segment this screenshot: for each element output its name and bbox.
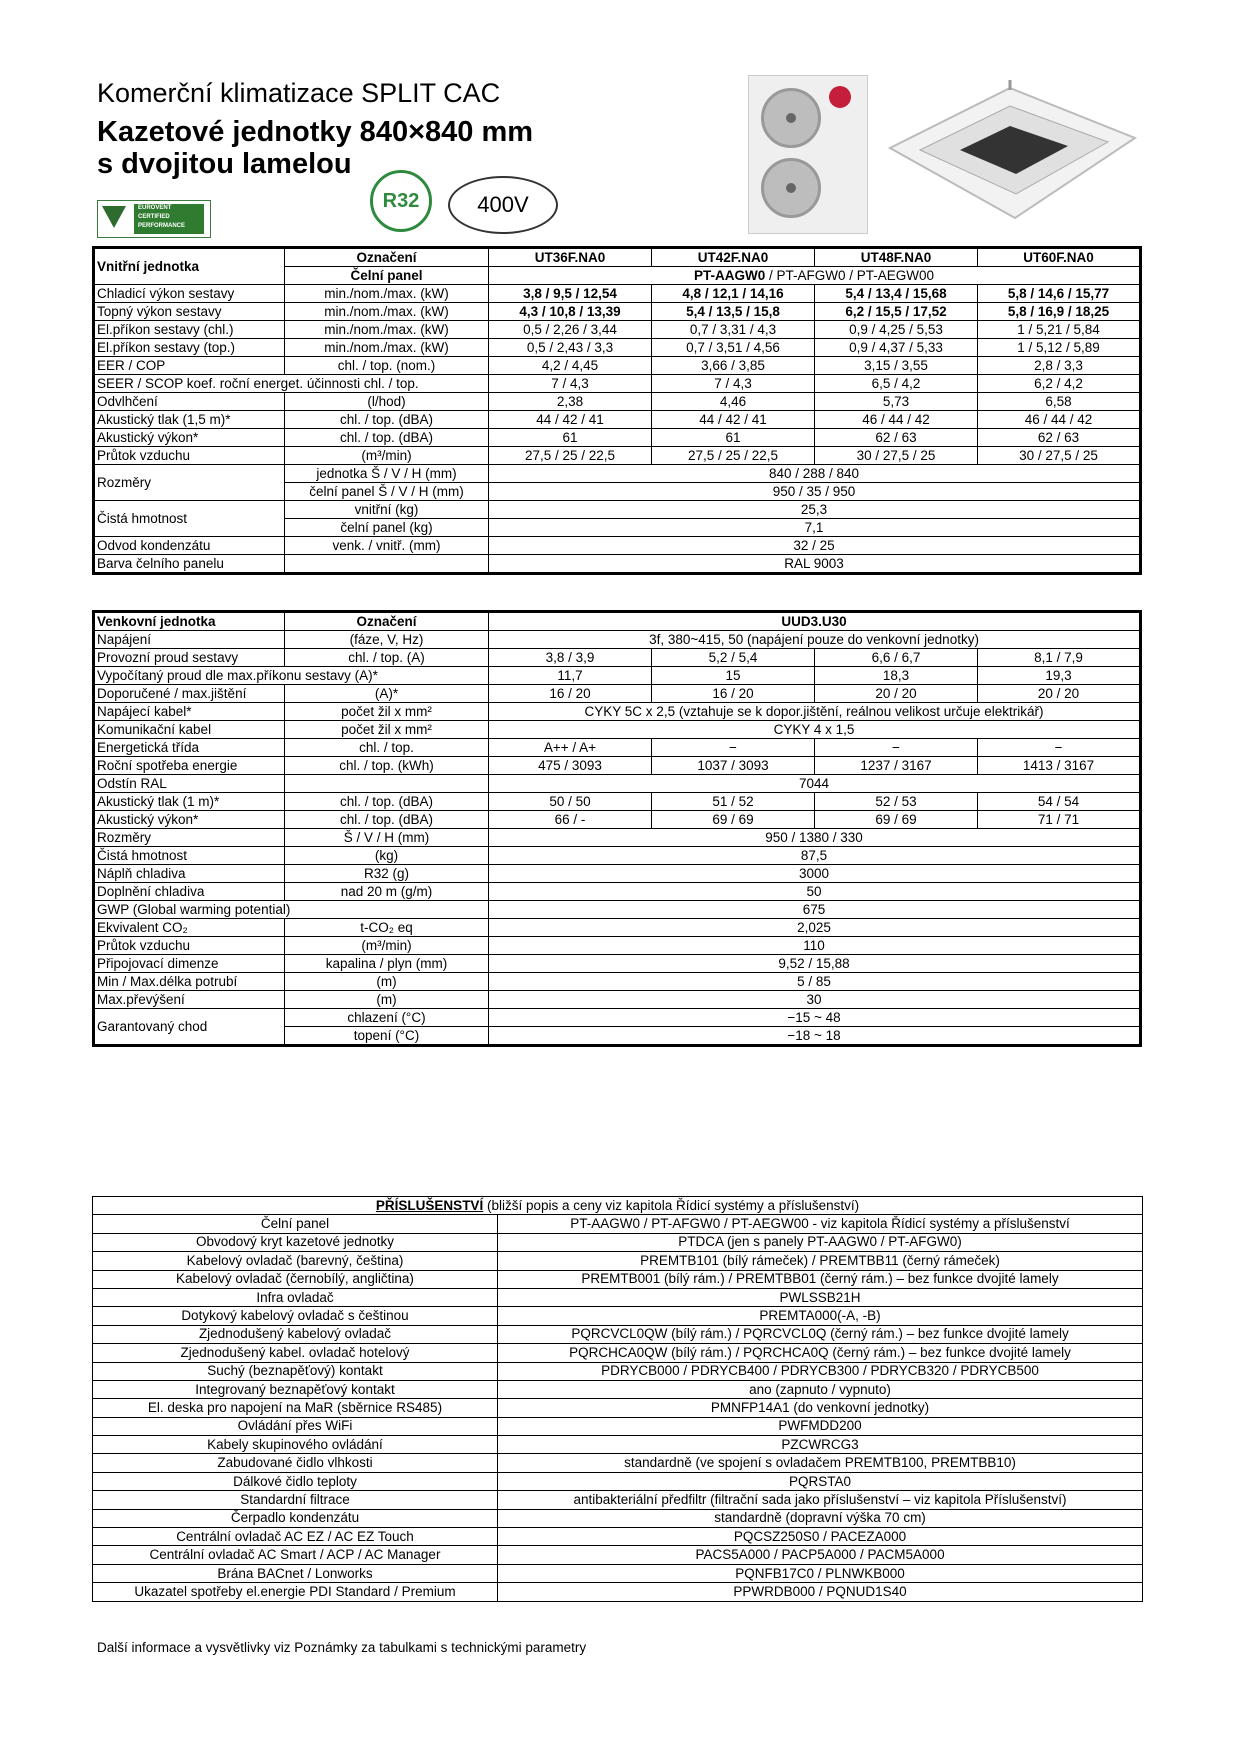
row-value: 69 / 69 [652, 811, 815, 829]
row-value: − [652, 739, 815, 757]
table-row [93, 1288, 1143, 1306]
row-value: 50 [489, 883, 1141, 901]
row-label: Akustický výkon* [94, 811, 285, 829]
row-value: 4,8 / 12,1 / 14,16 [652, 285, 815, 303]
row-value: 3,15 / 3,55 [815, 357, 978, 375]
table-row [94, 285, 1141, 303]
accessory-value: PMNFP14A1 (do venkovní jednotky) [498, 1399, 1143, 1417]
indoor-head-label: Vnitřní jednotka [94, 248, 285, 285]
accessory-value: PT-AAGW0 / PT-AFGW0 / PT-AEGW00 - viz kapitola Řídicí systémy a příslušenství [498, 1215, 1143, 1233]
row-label: Čistá hmotnost [94, 501, 285, 537]
row-value: 6,5 / 4,2 [815, 375, 978, 393]
accessory-value: PREMTB101 (bílý rámeček) / PREMTBB11 (černý rámeček) [498, 1252, 1143, 1270]
accessory-name: Ukazatel spotřeby el.energie PDI Standard / Premium [93, 1583, 498, 1601]
row-unit: (m) [285, 973, 489, 991]
row-unit: počet žil x mm² [285, 703, 489, 721]
row-label: Doplnění chladiva [94, 883, 285, 901]
row-value: − [978, 739, 1141, 757]
table-row [93, 1564, 1143, 1582]
row-value: 0,9 / 4,25 / 5,53 [815, 321, 978, 339]
accessory-name: Centrální ovladač AC EZ / AC EZ Touch [93, 1528, 498, 1546]
table-row [94, 811, 1141, 829]
row-value: 7 / 4,3 [652, 375, 815, 393]
row-value: 3,8 / 9,5 / 12,54 [489, 285, 652, 303]
row-value: 5,2 / 5,4 [652, 649, 815, 667]
row-value: 7 / 4,3 [489, 375, 652, 393]
row-value: 950 / 35 / 950 [489, 483, 1141, 501]
row-unit: chl. / top. (nom.) [285, 357, 489, 375]
row-value: 16 / 20 [489, 685, 652, 703]
table-row [94, 303, 1141, 321]
table-row [94, 793, 1141, 811]
row-label: El.příkon sestavy (top.) [94, 339, 285, 357]
accessories-title [93, 1197, 1143, 1215]
row-label: Napájecí kabel* [94, 703, 285, 721]
row-value: 475 / 3093 [489, 757, 652, 775]
table-row [94, 321, 1141, 339]
row-value: 3000 [489, 865, 1141, 883]
table-row [94, 991, 1141, 1009]
table-row [94, 919, 1141, 937]
row-unit: kapalina / plyn (mm) [285, 955, 489, 973]
table-row [94, 429, 1141, 447]
accessory-value: PQNFB17C0 / PLNWKB000 [498, 1564, 1143, 1582]
row-unit: min./nom./max. (kW) [285, 285, 489, 303]
row-value: 62 / 63 [815, 429, 978, 447]
row-value: 1 / 5,21 / 5,84 [978, 321, 1141, 339]
row-label: Max.převýšení [94, 991, 285, 1009]
row-value: 27,5 / 25 / 22,5 [489, 447, 652, 465]
row-unit [285, 555, 489, 574]
row-value: 66 / - [489, 811, 652, 829]
row-label: Roční spotřeba energie [94, 757, 285, 775]
accessory-value: PQCSZ250S0 / PACEZA000 [498, 1528, 1143, 1546]
row-label: SEER / SCOP koef. roční energet. účinnosti chl. / top. [94, 375, 489, 393]
table-row [94, 775, 1141, 793]
table-row [94, 901, 1141, 919]
row-unit: min./nom./max. (kW) [285, 339, 489, 357]
row-value: 0,7 / 3,31 / 4,3 [652, 321, 815, 339]
outdoor-rows [94, 631, 1141, 1009]
accessory-value: standardně (dopravní výška 70 cm) [498, 1509, 1143, 1527]
row-unit: chlazení (°C) [285, 1009, 489, 1027]
table-row [93, 1528, 1143, 1546]
row-label: Rozměry [94, 829, 285, 847]
row-value: 6,6 / 6,7 [815, 649, 978, 667]
row-label: Odvod kondenzátu [94, 537, 285, 555]
row-label: Min / Max.délka potrubí [94, 973, 285, 991]
row-unit: (A)* [285, 685, 489, 703]
row-value: A++ / A+ [489, 739, 652, 757]
row-value: 0,5 / 2,43 / 3,3 [489, 339, 652, 357]
table-row [93, 1583, 1143, 1601]
accessories-title-note: (bližší popis a ceny viz kapitola Řídicí systémy a příslušenství) [483, 1197, 860, 1213]
voltage-badge: 400V [448, 176, 558, 234]
row-value: CYKY 5C x 2,5 (vztahuje se k dopor.jištění, reálnou velikost určuje elektrikář) [489, 703, 1141, 721]
row-value: 4,46 [652, 393, 815, 411]
row-label: Odstín RAL [94, 775, 285, 793]
accessories-rows [93, 1215, 1143, 1601]
row-value: 44 / 42 / 41 [652, 411, 815, 429]
oznaceni-label: Označení [285, 612, 489, 631]
row-value: 61 [652, 429, 815, 447]
row-value: 27,5 / 25 / 22,5 [652, 447, 815, 465]
row-value: 5,73 [815, 393, 978, 411]
outdoor-head-label: Venkovní jednotka [94, 612, 285, 631]
table-row [94, 375, 1141, 393]
row-label: Akustický výkon* [94, 429, 285, 447]
accessory-value: standardně (ve spojení s ovladačem PREMTB100, PREMTBB10) [498, 1454, 1143, 1472]
row-label: Garantovaný chod [94, 1009, 285, 1046]
table-row [94, 865, 1141, 883]
row-value: 7,1 [489, 519, 1141, 537]
row-value: 20 / 20 [978, 685, 1141, 703]
row-value: 840 / 288 / 840 [489, 465, 1141, 483]
row-unit: min./nom./max. (kW) [285, 321, 489, 339]
row-value: 61 [489, 429, 652, 447]
row-label: Chladicí výkon sestavy [94, 285, 285, 303]
row-unit: (l/hod) [285, 393, 489, 411]
accessory-name: Kabely skupinového ovládání [93, 1436, 498, 1454]
accessory-value: PZCWRCG3 [498, 1436, 1143, 1454]
row-unit: nad 20 m (g/m) [285, 883, 489, 901]
row-label: Průtok vzduchu [94, 937, 285, 955]
row-label: Rozměry [94, 465, 285, 501]
row-value: 3f, 380~415, 50 (napájení pouze do venkovní jednotky) [489, 631, 1141, 649]
row-value: 1413 / 3167 [978, 757, 1141, 775]
row-value: 25,3 [489, 501, 1141, 519]
row-label: GWP (Global warming potential) [94, 901, 489, 919]
accessory-value: PREMTA000(-A, -B) [498, 1307, 1143, 1325]
table-row [93, 1307, 1143, 1325]
row-value: 87,5 [489, 847, 1141, 865]
accessories-table [92, 1196, 1143, 1602]
table-row [93, 1546, 1143, 1564]
row-unit: (m³/min) [285, 447, 489, 465]
table-row [93, 1362, 1143, 1380]
row-label: Čistá hmotnost [94, 847, 285, 865]
row-unit: (fáze, V, Hz) [285, 631, 489, 649]
row-value: 20 / 20 [815, 685, 978, 703]
model-header: UT48F.NA0 [815, 248, 978, 267]
table-row [94, 649, 1141, 667]
row-value: 2,025 [489, 919, 1141, 937]
row-value: 51 / 52 [652, 793, 815, 811]
row-unit: vnitřní (kg) [285, 501, 489, 519]
table-row [94, 393, 1141, 411]
accessory-name: Obvodový kryt kazetové jednotky [93, 1233, 498, 1251]
front-panel-main: PT-AAGW0 [693, 267, 766, 283]
row-unit: chl. / top. (kWh) [285, 757, 489, 775]
row-value: 6,2 / 15,5 / 17,52 [815, 303, 978, 321]
title-line-1: Kazetové jednotky 840×840 mm [97, 116, 534, 148]
footer-note: Další informace a vysvětlivky viz Poznámky za tabulkami s technickými parametry [97, 1640, 587, 1655]
table-row [94, 973, 1141, 991]
accessory-value: PQRCVCL0QW (bílý rám.) / PQRCVCL0Q (černý rám.) – bez funkce dvojité lamely [498, 1325, 1143, 1343]
accessory-name: Centrální ovladač AC Smart / ACP / AC Manager [93, 1546, 498, 1564]
eurovent-label: EUROVENT CERTIFIED PERFORMANCE [134, 204, 204, 234]
outdoor-model: UUD3.U30 [489, 612, 1141, 631]
row-unit: chl. / top. (dBA) [285, 811, 489, 829]
row-value: 3,8 / 3,9 [489, 649, 652, 667]
row-value: 46 / 44 / 42 [815, 411, 978, 429]
table-row [94, 883, 1141, 901]
eurovent-triangle-icon [102, 206, 126, 228]
row-label: Vypočítaný proud dle max.příkonu sestavy (A)* [94, 667, 489, 685]
row-value: 4,3 / 10,8 / 13,39 [489, 303, 652, 321]
row-label: Barva čelního panelu [94, 555, 285, 574]
indoor-spec-table [92, 246, 1142, 575]
row-value: 950 / 1380 / 330 [489, 829, 1141, 847]
row-value: 46 / 44 / 42 [978, 411, 1141, 429]
row-value: RAL 9003 [489, 555, 1141, 574]
row-value: −18 ~ 18 [489, 1027, 1141, 1046]
accessory-value: ano (zapnuto / vypnuto) [498, 1380, 1143, 1398]
row-value: 30 [489, 991, 1141, 1009]
row-value: 62 / 63 [978, 429, 1141, 447]
row-label: Ekvivalent CO₂ [94, 919, 285, 937]
row-value: 54 / 54 [978, 793, 1141, 811]
row-value: 7044 [489, 775, 1141, 793]
table-row [93, 1399, 1143, 1417]
row-value: 52 / 53 [815, 793, 978, 811]
row-unit: jednotka Š / V / H (mm) [285, 465, 489, 483]
table-row [94, 447, 1141, 465]
row-value: 6,2 / 4,2 [978, 375, 1141, 393]
table-row [93, 1436, 1143, 1454]
model-header: UT36F.NA0 [489, 248, 652, 267]
eurovent-logo [97, 200, 211, 238]
row-label: Připojovací dimenze [94, 955, 285, 973]
table-row [93, 1325, 1143, 1343]
row-unit: čelní panel Š / V / H (mm) [285, 483, 489, 501]
lg-logo-icon [829, 86, 851, 108]
row-value: 19,3 [978, 667, 1141, 685]
row-label: Akustický tlak (1,5 m)* [94, 411, 285, 429]
row-unit: t-CO₂ eq [285, 919, 489, 937]
row-label: Energetická třída [94, 739, 285, 757]
accessory-value: PWLSSB21H [498, 1288, 1143, 1306]
table-row [93, 1344, 1143, 1362]
table-row [94, 937, 1141, 955]
row-value: 44 / 42 / 41 [489, 411, 652, 429]
row-label: Průtok vzduchu [94, 447, 285, 465]
table-row [94, 411, 1141, 429]
table-row [94, 955, 1141, 973]
indoor-rows [94, 285, 1141, 465]
row-unit [285, 775, 489, 793]
accessory-value: PTDCA (jen s panely PT-AAGW0 / PT-AFGW0) [498, 1233, 1143, 1251]
row-unit: chl. / top. (dBA) [285, 429, 489, 447]
accessory-value: PWFMDD200 [498, 1417, 1143, 1435]
accessory-name: Standardní filtrace [93, 1491, 498, 1509]
accessory-name: Ovládání přes WiFi [93, 1417, 498, 1435]
table-row [93, 1270, 1143, 1288]
row-unit: venk. / vnitř. (mm) [285, 537, 489, 555]
row-unit: chl. / top. [285, 739, 489, 757]
row-label: El.příkon sestavy (chl.) [94, 321, 285, 339]
outdoor-unit-image [748, 75, 868, 234]
row-value: 2,38 [489, 393, 652, 411]
fan-icon [761, 158, 821, 218]
row-unit: (kg) [285, 847, 489, 865]
row-value: 11,7 [489, 667, 652, 685]
row-value: 3,66 / 3,85 [652, 357, 815, 375]
accessory-name: El. deska pro napojení na MaR (sběrnice RS485) [93, 1399, 498, 1417]
accessory-value: PQRSTA0 [498, 1472, 1143, 1490]
table-row [94, 721, 1141, 739]
row-value: 15 [652, 667, 815, 685]
page-title [97, 117, 533, 181]
accessory-name: Zabudované čidlo vlhkosti [93, 1454, 498, 1472]
table-row [94, 357, 1141, 375]
accessory-name: Dotykový kabelový ovladač s češtinou [93, 1307, 498, 1325]
table-row [94, 667, 1141, 685]
outdoor-spec-table [92, 610, 1142, 1047]
table-row [93, 1472, 1143, 1490]
accessory-name: Kabelový ovladač (černobílý, angličtina) [93, 1270, 498, 1288]
table-row [94, 631, 1141, 649]
oznaceni-label: Označení [285, 248, 489, 267]
model-header: UT60F.NA0 [978, 248, 1141, 267]
accessory-name: Dálkové čidlo teploty [93, 1472, 498, 1490]
accessory-name: Čelní panel [93, 1215, 498, 1233]
row-unit: Š / V / H (mm) [285, 829, 489, 847]
row-label: Komunikační kabel [94, 721, 285, 739]
accessory-value: PACS5A000 / PACP5A000 / PACM5A000 [498, 1546, 1143, 1564]
subtitle: Komerční klimatizace SPLIT CAC [97, 78, 501, 108]
title-line-2: s dvojitou lamelou [97, 147, 352, 180]
row-value: 69 / 69 [815, 811, 978, 829]
row-value: 1 / 5,12 / 5,89 [978, 339, 1141, 357]
table-row [93, 1380, 1143, 1398]
accessory-name: Kabelový ovladač (barevný, čeština) [93, 1252, 498, 1270]
row-unit: chl. / top. (dBA) [285, 411, 489, 429]
row-value: 0,7 / 3,51 / 4,56 [652, 339, 815, 357]
table-row [94, 757, 1141, 775]
accessory-name: Čerpadlo kondenzátu [93, 1509, 498, 1527]
accessory-value: PQRCHCA0QW (bílý rám.) / PQRCHCA0Q (černý rám.) – bez funkce dvojité lamely [498, 1344, 1143, 1362]
table-row [93, 1509, 1143, 1527]
table-row [93, 1417, 1143, 1435]
row-value: 1237 / 3167 [815, 757, 978, 775]
table-row [93, 1454, 1143, 1472]
row-value: 5,4 / 13,4 / 15,68 [815, 285, 978, 303]
accessory-name: Integrovaný beznapěťový kontakt [93, 1380, 498, 1398]
row-label: Náplň chladiva [94, 865, 285, 883]
row-value: 2,8 / 3,3 [978, 357, 1141, 375]
fan-icon [761, 88, 821, 148]
accessory-value: PPWRDB000 / PQNUD1S40 [498, 1583, 1143, 1601]
row-value: 5,8 / 16,9 / 18,25 [978, 303, 1141, 321]
accessory-name: Suchý (beznapěťový) kontakt [93, 1362, 498, 1380]
accessory-value: PREMTB001 (bílý rám.) / PREMTBB01 (černý rám.) – bez funkce dvojité lamely [498, 1270, 1143, 1288]
accessory-value: PDRYCB000 / PDRYCB400 / PDRYCB300 / PDRYCB320 / PDRYCB500 [498, 1362, 1143, 1380]
row-label: Provozní proud sestavy [94, 649, 285, 667]
row-label: Odvlhčení [94, 393, 285, 411]
row-value: 675 [489, 901, 1141, 919]
front-panel-value [489, 267, 1141, 285]
row-unit: topení (°C) [285, 1027, 489, 1046]
model-header: UT42F.NA0 [652, 248, 815, 267]
table-row [93, 1252, 1143, 1270]
row-value: 30 / 27,5 / 25 [978, 447, 1141, 465]
row-label: EER / COP [94, 357, 285, 375]
row-value: 32 / 25 [489, 537, 1141, 555]
table-row [94, 685, 1141, 703]
row-value: −15 ~ 48 [489, 1009, 1141, 1027]
row-value: 5,8 / 14,6 / 15,77 [978, 285, 1141, 303]
accessory-name: Brána BACnet / Lonworks [93, 1564, 498, 1582]
accessory-name: Zjednodušený kabel. ovladač hotelový [93, 1344, 498, 1362]
row-unit: R32 (g) [285, 865, 489, 883]
table-row [93, 1491, 1143, 1509]
accessory-name: Infra ovladač [93, 1288, 498, 1306]
table-row [94, 739, 1141, 757]
row-value: − [815, 739, 978, 757]
row-value: CYKY 4 x 1,5 [489, 721, 1141, 739]
row-value: 4,2 / 4,45 [489, 357, 652, 375]
row-unit: (m) [285, 991, 489, 1009]
row-value: 0,5 / 2,26 / 3,44 [489, 321, 652, 339]
accessories-title-bold: PŘÍSLUŠENSTVÍ [375, 1197, 484, 1213]
r32-badge: R32 [370, 170, 432, 232]
row-value: 9,52 / 15,88 [489, 955, 1141, 973]
front-panel-label: Čelní panel [285, 267, 489, 285]
row-unit: min./nom./max. (kW) [285, 303, 489, 321]
row-value: 5 / 85 [489, 973, 1141, 991]
row-value: 18,3 [815, 667, 978, 685]
row-value: 6,58 [978, 393, 1141, 411]
row-unit: chl. / top. (A) [285, 649, 489, 667]
row-label: Doporučené / max.jištění [94, 685, 285, 703]
row-unit: (m³/min) [285, 937, 489, 955]
table-row [94, 703, 1141, 721]
row-label: Akustický tlak (1 m)* [94, 793, 285, 811]
row-label: Topný výkon sestavy [94, 303, 285, 321]
row-label: Napájení [94, 631, 285, 649]
row-value: 0,9 / 4,37 / 5,33 [815, 339, 978, 357]
row-value: 5,4 / 13,5 / 15,8 [652, 303, 815, 321]
table-row [94, 339, 1141, 357]
row-value: 30 / 27,5 / 25 [815, 447, 978, 465]
cassette-unit-image [880, 78, 1142, 230]
row-value: 110 [489, 937, 1141, 955]
table-row [93, 1215, 1143, 1233]
row-unit: chl. / top. (dBA) [285, 793, 489, 811]
row-value: 1037 / 3093 [652, 757, 815, 775]
row-unit: čelní panel (kg) [285, 519, 489, 537]
row-unit: počet žil x mm² [285, 721, 489, 739]
front-panel-alt: / PT-AFGW0 / PT-AEGW00 [765, 267, 935, 283]
accessory-name: Zjednodušený kabelový ovladač [93, 1325, 498, 1343]
row-value: 71 / 71 [978, 811, 1141, 829]
row-value: 50 / 50 [489, 793, 652, 811]
table-row [93, 1233, 1143, 1251]
table-row [94, 829, 1141, 847]
table-row [94, 847, 1141, 865]
row-value: 8,1 / 7,9 [978, 649, 1141, 667]
accessory-value: antibakteriální předfiltr (filtrační sada jako příslušenství – viz kapitola Příslušenství) [498, 1491, 1143, 1509]
row-value: 16 / 20 [652, 685, 815, 703]
